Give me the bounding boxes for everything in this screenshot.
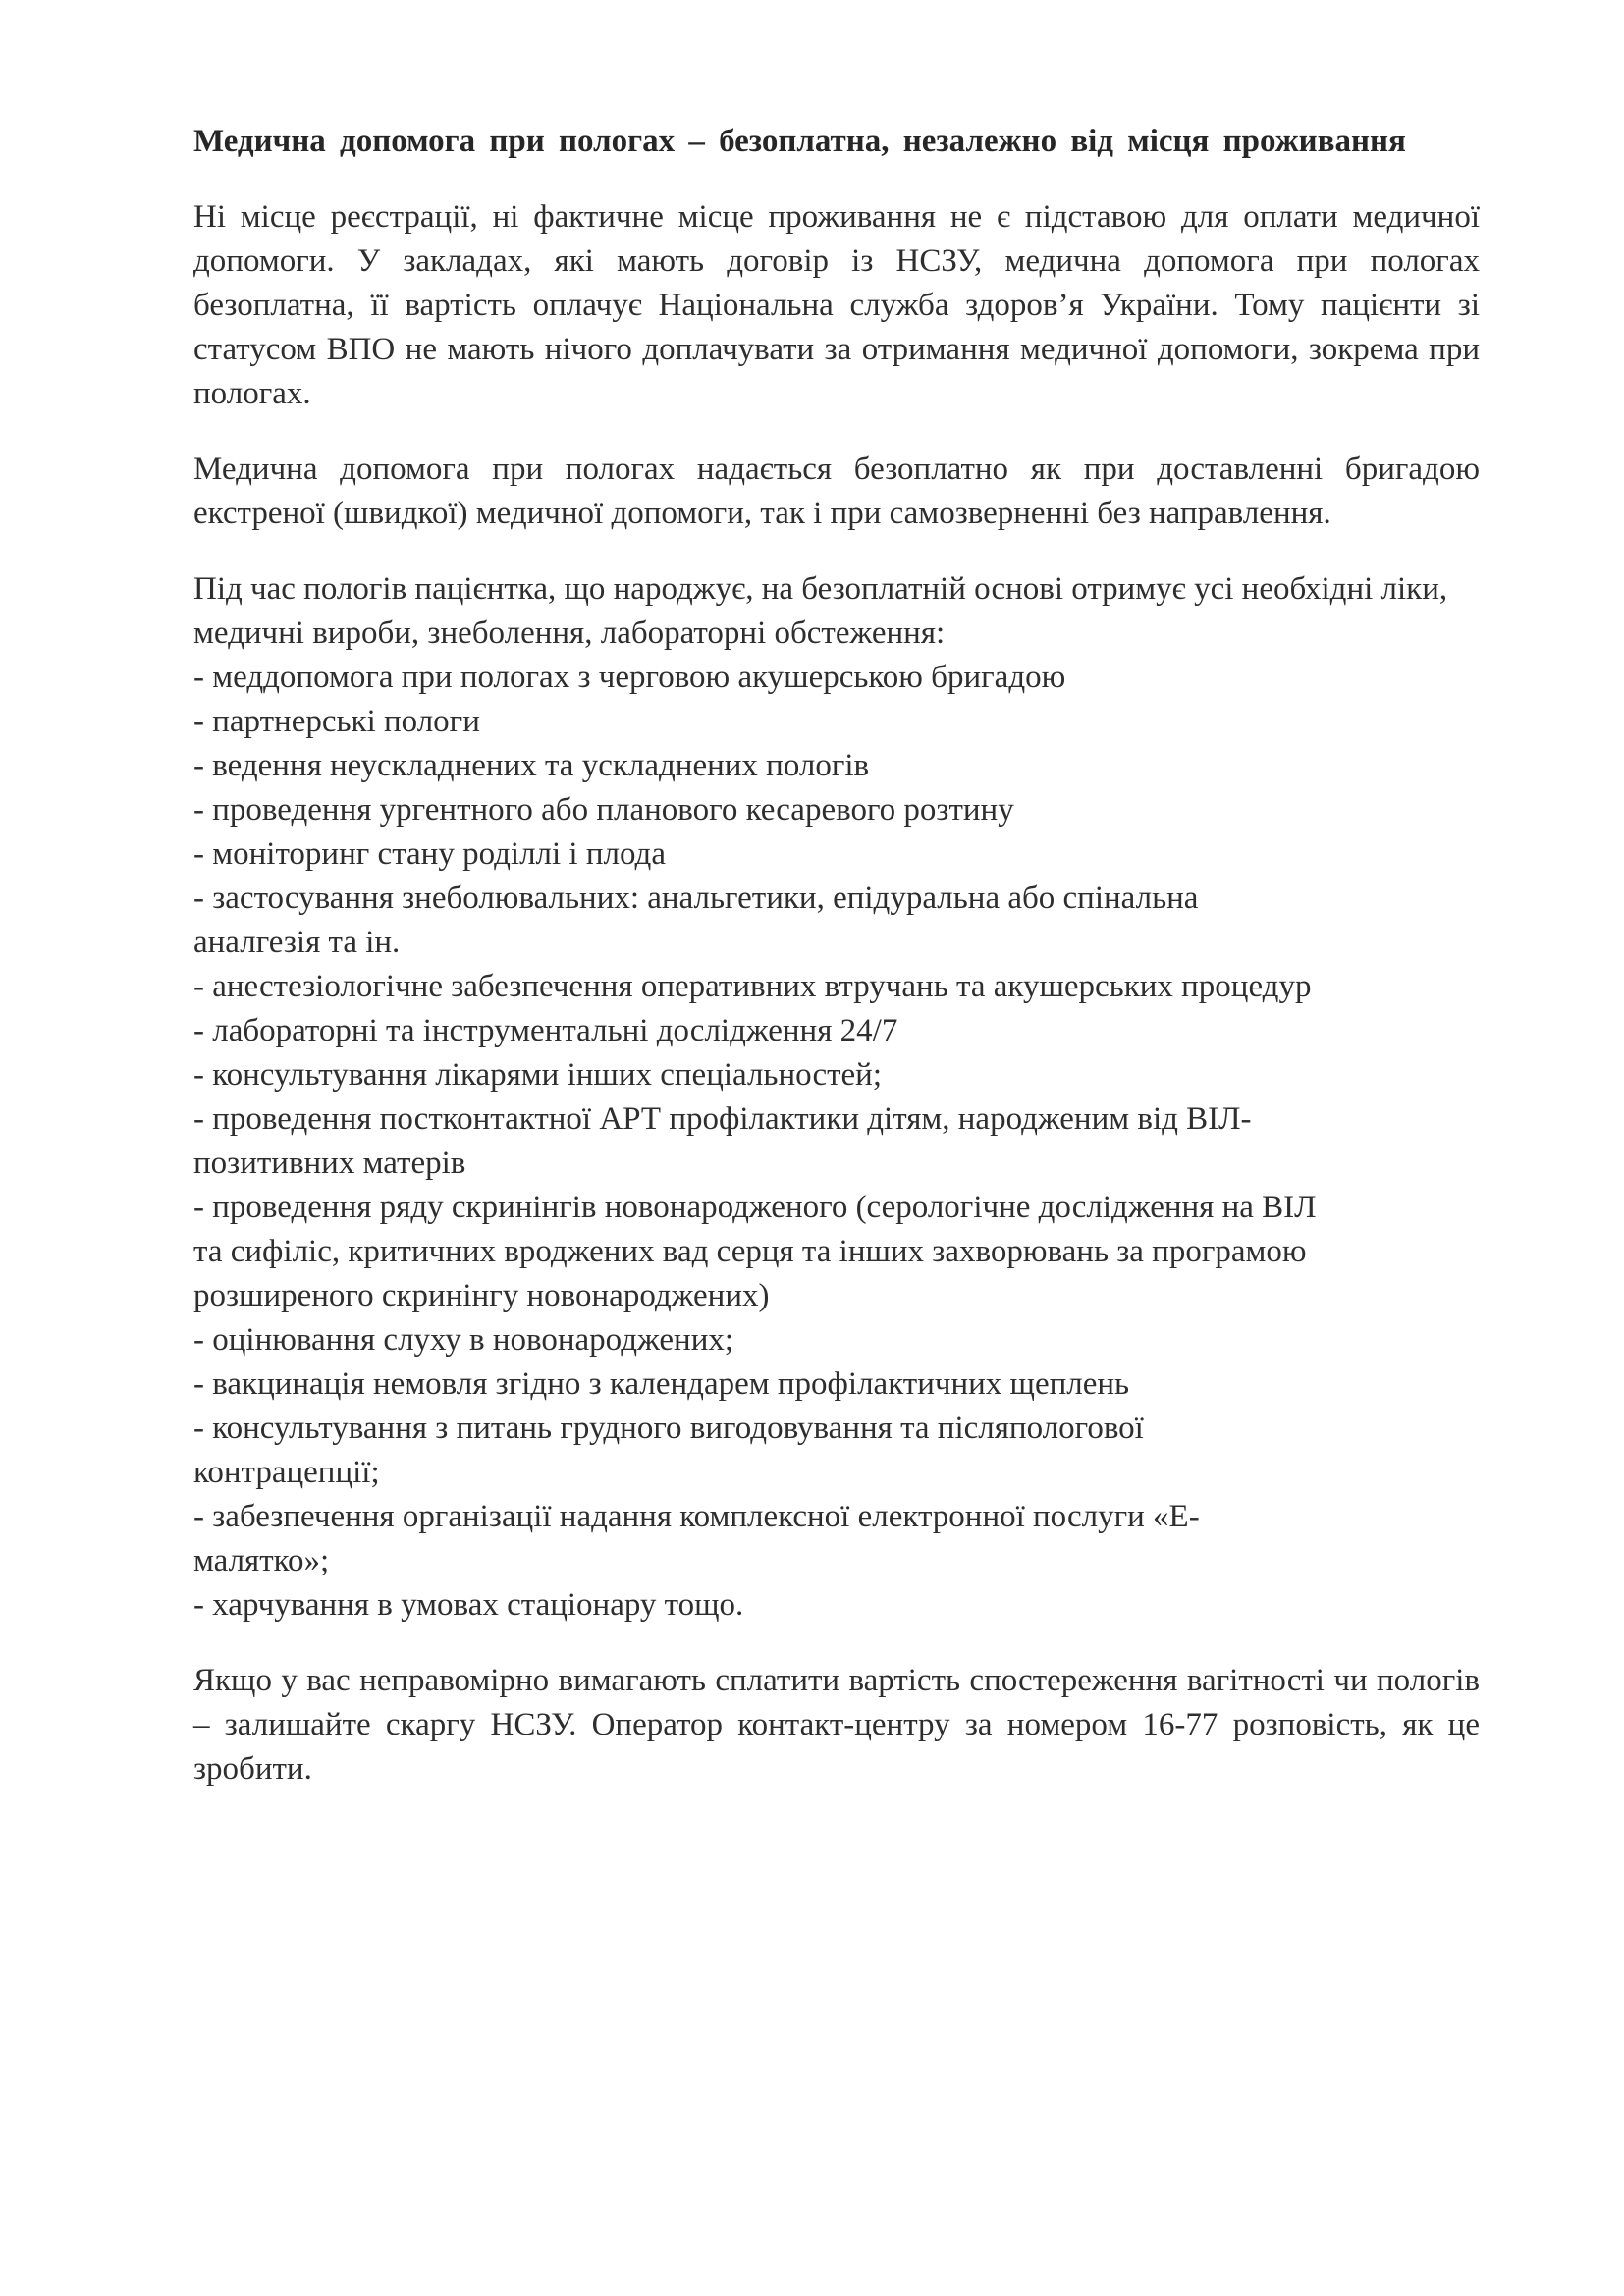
list-item: - харчування в умовах стаціонару тощо. [193, 1587, 744, 1623]
services-list-intro: Під час пологів пацієнтка, що народжує, на безоплатній основі отримує усі необхідні ліки, медичні вироби, знеболення, лабораторні обстеження: [193, 571, 1448, 651]
list-item: - анестезіологічне забезпечення оперативних втручань та акушерських процедур [193, 969, 1312, 1004]
list-item: - ведення неускладнених та ускладнених пологів [193, 748, 870, 783]
services-list [193, 656, 1480, 1628]
list-item: - моніторинг стану роділлі і плода [193, 836, 666, 872]
paragraph-emergency: Медична допомога при пологах надається безоплатно як при доставленні бригадою екстреної (швидкої) медичної допомоги, так і при самозверненні без направлення. [193, 452, 1480, 531]
list-item: - забезпечення організації надання комплексної електронної послуги «Е-малятко»; [193, 1499, 1200, 1578]
list-item: - застосування знеболювальних: анальгетики, епідуральна або спінальна аналгезія та ін. [193, 881, 1199, 960]
list-item: - вакцинація немовля згідно з календарем профілактичних щеплень [193, 1366, 1130, 1402]
list-item: - оцінювання слуху в новонароджених; [193, 1322, 734, 1358]
list-item: - проведення ряду скринінгів новонародженого (серологічне дослідження на ВІЛ та сифіліс, критичних вроджених вад серця та інших захворювань за програмою розширеного скринінгу новонароджених) [193, 1190, 1317, 1313]
document-heading: Медична допомога при пологах – безоплатна, незалежно від місця проживання [193, 124, 1406, 159]
list-item: - лабораторні та інструментальні дослідження 24/7 [193, 1013, 898, 1048]
list-item: - партнерські пологи [193, 704, 480, 739]
list-item: - меддопомога при пологах з черговою акушерською бригадою [193, 660, 1066, 695]
list-item: - проведення ургентного або планового кесаревого розтину [193, 792, 1014, 828]
paragraph-registration: Ні місце реєстрації, ні фактичне місце проживання не є підставою для оплати медичної допомоги. У закладах, які мають договір із НСЗУ, медична допомога при пологах безоплатна, її вартість оплачує Національна служба здоров’я України. Тому пацієнти зі статусом ВПО не мають нічого доплачувати за отримання медичної допомоги, зокрема при пологах. [193, 199, 1480, 411]
document-page [193, 120, 1480, 1823]
list-item: - консультування лікарями інших спеціальностей; [193, 1057, 883, 1093]
paragraph-complaint: Якщо у вас неправомірно вимагають сплатити вартість спостереження вагітності чи пологів – залишайте скаргу НСЗУ. Оператор контакт-центру за номером 16-77 розповість, як це зробити. [193, 1663, 1480, 1787]
list-item: - проведення постконтактної АРТ профілактики дітям, народженим від ВІЛ-позитивних матерів [193, 1101, 1252, 1181]
list-item: - консультування з питань грудного вигодовування та післяпологової контрацепції; [193, 1411, 1144, 1490]
